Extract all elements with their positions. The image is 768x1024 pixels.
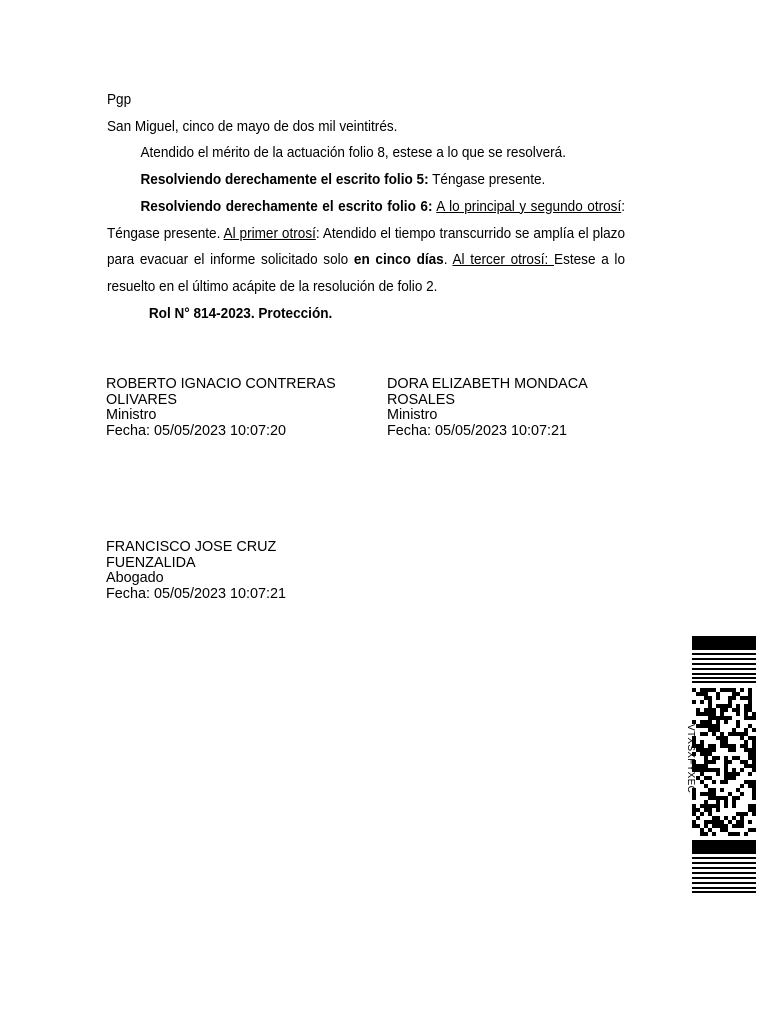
signer-name-cont: OLIVARES xyxy=(106,391,177,408)
principal-segundo-otrosi: A lo principal y segundo otrosí xyxy=(436,198,622,215)
signer-name-cont: ROSALES xyxy=(387,391,455,408)
paragraph-3-heading: Resolviendo derechamente el escrito folio 6: xyxy=(140,198,433,215)
signature-date: Fecha: 05/05/2023 10:07:21 xyxy=(387,422,568,439)
tercer-otrosi: Al tercer otrosí: xyxy=(452,252,555,269)
barcode-bottom-bars xyxy=(692,840,756,893)
barcode-top-bars xyxy=(692,636,756,683)
signature-block-2 xyxy=(387,377,647,439)
barcode-matrix xyxy=(692,688,756,836)
case-number: Rol N° 814-2023. Protección. xyxy=(148,305,333,322)
paragraph-2-heading: Resolviendo derechamente el escrito folio 5: xyxy=(140,172,429,189)
signer-role: Abogado xyxy=(106,570,164,587)
paragraph-3-text-1: : Téngase presente. xyxy=(107,198,626,242)
signature-block-3 xyxy=(106,540,366,602)
signer-role: Ministro xyxy=(106,407,157,424)
paragraph-3-text-4: Estese a lo resuelto en el último acápite de la resolución de folio 2. xyxy=(107,252,626,295)
signer-name: DORA ELIZABETH MONDACA xyxy=(387,376,588,392)
signature-block-1 xyxy=(106,377,366,439)
paragraph-3-text-3: . xyxy=(443,252,453,269)
signature-date: Fecha: 05/05/2023 10:07:20 xyxy=(106,422,287,439)
header-initials: Pgp xyxy=(107,92,132,108)
signer-name-cont: FUENZALIDA xyxy=(106,554,196,571)
verification-code: VTXSXFYXEC xyxy=(685,724,696,794)
paragraph-2-text: Téngase presente. xyxy=(428,172,546,189)
paragraph-2 xyxy=(107,167,625,194)
signer-name: FRANCISCO JOSE CRUZ xyxy=(106,539,277,555)
plazo-bold: en cinco días xyxy=(353,252,444,269)
date-line: San Miguel, cinco de mayo de dos mil veintitrés. xyxy=(107,118,398,135)
primer-otrosi: Al primer otrosí xyxy=(223,225,316,242)
paragraph-3-text-2: : Atendido el tiempo transcurrido se amplía el plazo para evacuar el informe solicitado solo xyxy=(107,225,626,269)
signer-name: ROBERTO IGNACIO CONTRERAS xyxy=(106,376,336,392)
signature-date: Fecha: 05/05/2023 10:07:21 xyxy=(106,585,287,602)
resolution-body xyxy=(107,87,625,327)
paragraph-1: Atendido el mérito de la actuación folio 8, estese a lo que se resolverá. xyxy=(140,145,566,162)
verification-barcode xyxy=(692,636,756,894)
paragraph-3 xyxy=(107,194,625,301)
signer-role: Ministro xyxy=(387,407,438,424)
